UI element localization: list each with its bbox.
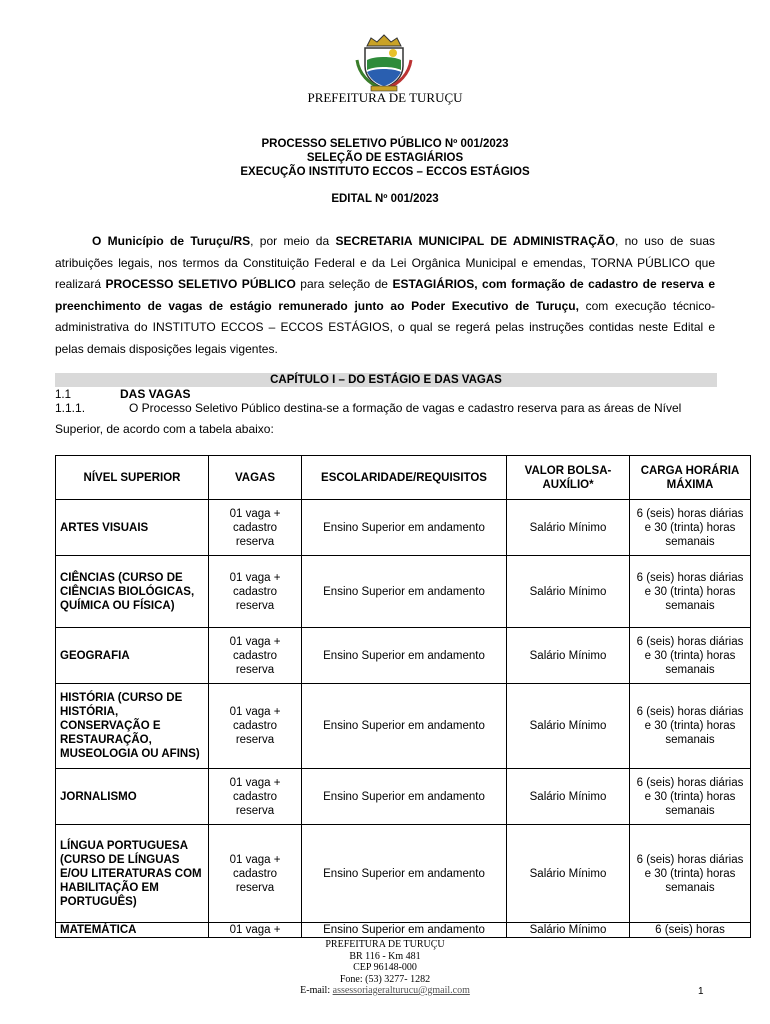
table-row: [56, 556, 751, 628]
subsection-paragraph: [55, 398, 717, 440]
document-heading: [0, 137, 770, 179]
cell-escolaridade: Ensino Superior em andamento: [302, 769, 507, 825]
cell-nivel: MATEMÁTICA: [56, 923, 209, 938]
cell-valor: Salário Mínimo: [507, 500, 630, 556]
section-number: 1.1: [55, 389, 71, 401]
footer-email-line: [0, 985, 770, 997]
vacancies-table: [55, 455, 751, 938]
footer-org: PREFEITURA DE TURUÇU: [325, 939, 445, 950]
cell-escolaridade: Ensino Superior em andamento: [302, 628, 507, 684]
selection-title: SELEÇÃO DE ESTAGIÁRIOS: [306, 152, 464, 164]
cell-nivel: CIÊNCIAS (CURSO DE CIÊNCIAS BIOLÓGICAS, QUÍMICA OU FÍSICA): [56, 556, 209, 628]
intro-text-1: , por meio da: [250, 234, 336, 248]
cell-escolaridade: Ensino Superior em andamento: [302, 825, 507, 923]
cell-escolaridade: Ensino Superior em andamento: [302, 556, 507, 628]
footer-email-label: E-mail:: [300, 985, 331, 996]
chapter-heading: CAPÍTULO I – DO ESTÁGIO E DAS VAGAS: [55, 373, 717, 387]
cell-escolaridade: Ensino Superior em andamento: [302, 500, 507, 556]
header-vagas: VAGAS: [209, 456, 302, 500]
intro-bold-processo: PROCESSO SELETIVO PÚBLICO: [105, 277, 296, 292]
header-escolaridade: ESCOLARIDADE/REQUISITOS: [302, 456, 507, 500]
cell-vagas: 01 vaga + cadastro reserva: [209, 825, 302, 923]
table-row: [56, 923, 751, 938]
cell-carga: 6 (seis) horas diárias e 30 (trinta) horas semanais: [630, 500, 751, 556]
edital-title: EDITAL Nº 001/2023: [331, 193, 439, 205]
cell-carga: 6 (seis) horas diárias e 30 (trinta) horas semanais: [630, 825, 751, 923]
table-row: [56, 500, 751, 556]
intro-bold-municipio: O Município de Turuçu/RS: [92, 234, 251, 248]
footer-address: BR 116 - Km 481: [349, 950, 421, 962]
header-carga: CARGA HORÁRIA MÁXIMA: [630, 456, 751, 500]
cell-vagas: 01 vaga + cadastro reserva: [209, 556, 302, 628]
cell-escolaridade: Ensino Superior em andamento: [302, 684, 507, 769]
cell-valor: Salário Mínimo: [507, 825, 630, 923]
cell-carga: 6 (seis) horas: [630, 923, 751, 938]
cell-nivel: JORNALISMO: [56, 769, 209, 825]
cell-carga: 6 (seis) horas diárias e 30 (trinta) horas semanais: [630, 556, 751, 628]
table-row: [56, 684, 751, 769]
intro-text-2: , no uso de suas atribuições legais, nos termos da Constituição Federal e da Lei Orgânica Municipal e emendas, TORNA PÚBLICO que realizará: [55, 234, 715, 292]
cell-vagas: 01 vaga + cadastro reserva: [209, 769, 302, 825]
footer-email-link[interactable]: assessoriageralturucu@gmail.com: [332, 985, 470, 996]
table-row: [56, 769, 751, 825]
cell-vagas: 01 vaga + cadastro reserva: [209, 684, 302, 769]
cell-carga: 6 (seis) horas diárias e 30 (trinta) horas semanais: [630, 628, 751, 684]
cell-vagas: 01 vaga + cadastro reserva: [209, 628, 302, 684]
footer-phone: Fone: (53) 3277- 1282: [339, 973, 431, 985]
coat-of-arms-icon: [353, 30, 415, 92]
cell-carga: 6 (seis) horas diárias e 30 (trinta) horas semanais: [630, 769, 751, 825]
cell-nivel: GEOGRAFIA: [56, 628, 209, 684]
intro-text-3: para seleção de: [295, 277, 393, 292]
cell-valor: Salário Mínimo: [507, 769, 630, 825]
subsection-text: O Processo Seletivo Público destina-se a formação de vagas e cadastro reserva para as áreas de Nível Superior, de acordo com a tabela abaixo:: [55, 401, 682, 436]
cell-valor: Salário Mínimo: [507, 628, 630, 684]
municipality-title: PREFEITURA DE TURUÇU: [307, 90, 463, 105]
intro-paragraph: [55, 231, 715, 361]
intro-text-4: com execução técnico-administrativa do INSTITUTO ECCOS – ECCOS ESTÁGIOS, o qual se regerá pelas instruções contidas neste Edital e pelas demais disposições legais vigentes.: [55, 298, 716, 356]
cell-valor: Salário Mínimo: [507, 684, 630, 769]
page-number: 1: [698, 986, 704, 997]
cell-escolaridade: Ensino Superior em andamento: [302, 923, 507, 938]
intro-bold-secretaria: SECRETARIA MUNICIPAL DE ADMINISTRAÇÃO: [335, 234, 615, 248]
cell-valor: Salário Mínimo: [507, 556, 630, 628]
section-title: DAS VAGAS: [120, 387, 191, 401]
header-nivel: NÍVEL SUPERIOR: [56, 456, 209, 500]
execution-title: EXECUÇÃO INSTITUTO ECCOS – ECCOS ESTÁGIOS: [240, 166, 530, 178]
table-row: [56, 628, 751, 684]
cell-carga: 6 (seis) horas diárias e 30 (trinta) horas semanais: [630, 684, 751, 769]
cell-vagas: 01 vaga + cadastro reserva: [209, 500, 302, 556]
page-footer: [0, 939, 770, 997]
header-valor: VALOR BOLSA-AUXÍLIO*: [507, 456, 630, 500]
footer-cep: CEP 96148-000: [353, 962, 417, 973]
process-title: PROCESSO SELETIVO PÚBLICO Nº 001/2023: [261, 138, 509, 150]
cell-vagas: 01 vaga +: [209, 923, 302, 938]
table-header-row: [56, 456, 751, 500]
intro-bold-estagiarios: ESTAGIÁRIOS, com formação de cadastro de reserva e preenchimento de vagas de estágio remunerado junto ao Poder Executivo de Turuçu,: [55, 277, 716, 313]
table-row: [56, 825, 751, 923]
cell-nivel: LÍNGUA PORTUGUESA (CURSO DE LÍNGUAS E/OU LITERATURAS COM HABILITAÇÃO EM PORTUGUÊS): [56, 825, 209, 923]
subsection-number: 1.1.1.: [55, 401, 86, 415]
cell-valor: Salário Mínimo: [507, 923, 630, 938]
cell-nivel: HISTÓRIA (CURSO DE HISTÓRIA, CONSERVAÇÃO E RESTAURAÇÃO, MUSEOLOGIA OU AFINS): [56, 684, 209, 769]
cell-nivel: ARTES VISUAIS: [56, 500, 209, 556]
